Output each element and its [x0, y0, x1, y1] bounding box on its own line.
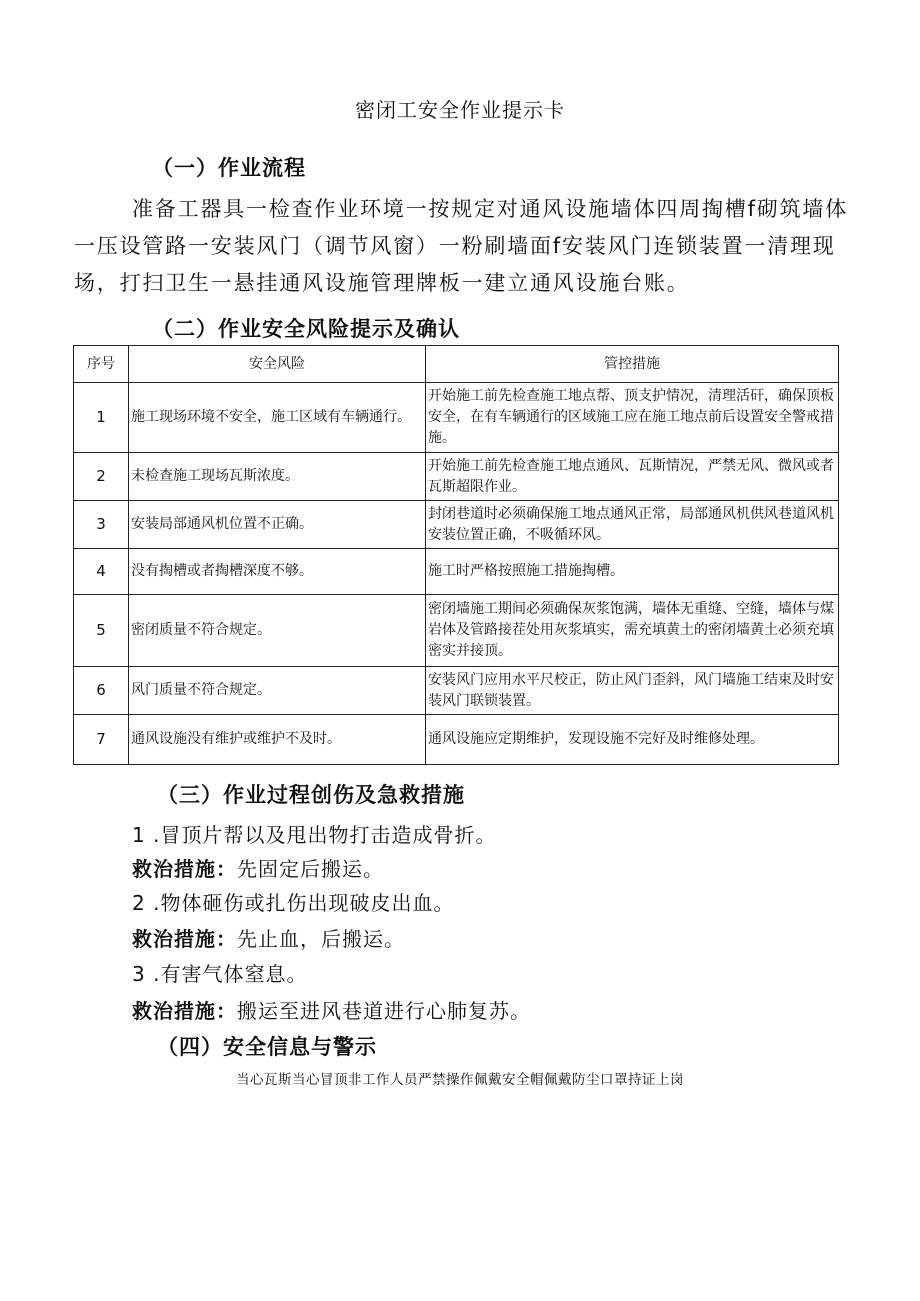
column-header-measure: 管控措施: [426, 346, 839, 383]
aid-2-text: 先止血，后搬运。: [237, 927, 405, 951]
row-number: 3: [74, 501, 129, 549]
table-row: [74, 501, 839, 549]
injury-1-text: 1 .冒顶片帮以及甩出物打击造成骨折。: [132, 823, 497, 847]
aid-label: 救治措施：: [132, 999, 237, 1023]
warning-text: 当心瓦斯当心冒顶非工作人员严禁操作佩戴安全帽佩戴防尘口罩持证上岗: [236, 1072, 684, 1088]
measure-cell: 通风设施应定期维护，发现设施不完好及时维修处理。: [426, 715, 839, 765]
measure-cell: 开始施工前先检查施工地点通风、瓦斯情况，严禁无风、微风或者瓦斯超限作业。: [426, 453, 839, 501]
column-header-risk: 安全风险: [129, 346, 426, 383]
table-header-row: [74, 346, 839, 383]
aid-label: 救治措施：: [132, 927, 237, 951]
table-row: [74, 595, 839, 667]
risk-cell: 没有掏槽或者掏槽深度不够。: [129, 549, 426, 595]
row-number: 6: [74, 667, 129, 715]
table-row: [74, 715, 839, 765]
measure-cell: 开始施工前先检查施工地点帮、顶支护情况，清理活矸，确保顶板安全，在有车辆通行的区域施工应在施工地点前后设置安全警戒措施。: [426, 383, 839, 453]
aid-label: 救治措施：: [132, 857, 237, 881]
measure-cell: 封闭巷道时必须确保施工地点通风正常，局部通风机供风巷道风机安装位置正确，不吸循环风。: [426, 501, 839, 549]
table-row: [74, 453, 839, 501]
aid-1-text: 先固定后搬运。: [237, 857, 384, 881]
row-number: 4: [74, 549, 129, 595]
workflow-text: 准备工器具一检查作业环境一按规定对通风设施墙体四周掏槽f砌筑墙体一压设管路一安装风门（调节风窗）一粉刷墙面f安装风门连锁装置一清理现场，打扫卫生一悬挂通风设施管理牌板一建立通风设施台账。: [74, 197, 848, 295]
risk-cell: 未检查施工现场瓦斯浓度。: [129, 453, 426, 501]
section-heading-workflow: （一）作业流程: [152, 156, 306, 180]
injury-3-text: 3 .有害气体窒息。: [132, 962, 308, 986]
risk-cell: 密闭质量不符合规定。: [129, 595, 426, 667]
table-row: [74, 549, 839, 595]
section-heading-first-aid: （三）作业过程创伤及急救措施: [157, 783, 465, 807]
measure-cell: 密闭墙施工期间必须确保灰浆饱满，墙体无重缝、空缝，墙体与煤岩体及管路接茬处用灰浆填实，需充填黄土的密闭墙黄土必须充填密实并接顶。: [426, 595, 839, 667]
risk-cell: 风门质量不符合规定。: [129, 667, 426, 715]
column-header-number: 序号: [74, 346, 129, 383]
section-heading-risks: （二）作业安全风险提示及确认: [152, 317, 460, 341]
page-title: 密闭工安全作业提示卡: [355, 98, 565, 122]
table-row: [74, 667, 839, 715]
measure-cell: 施工时严格按照施工措施掏槽。: [426, 549, 839, 595]
aid-3-text: 搬运至进风巷道进行心肺复苏。: [237, 999, 531, 1023]
row-number: 1: [74, 383, 129, 453]
risk-cell: 通风设施没有维护或维护不及时。: [129, 715, 426, 765]
row-number: 5: [74, 595, 129, 667]
risk-cell: 施工现场环境不安全，施工区域有车辆通行。: [129, 383, 426, 453]
aid-1-line: [132, 853, 384, 882]
measure-cell: 安装风门应用水平尺校正，防止风门歪斜，风门墙施工结束及时安装风门联锁装置。: [426, 667, 839, 715]
row-number: 2: [74, 453, 129, 501]
row-number: 7: [74, 715, 129, 765]
section-heading-warnings: （四）安全信息与警示: [157, 1035, 377, 1059]
table-row: [74, 383, 839, 453]
risk-cell: 安装局部通风机位置不正确。: [129, 501, 426, 549]
injury-2-text: 2 .物体砸伤或扎伤出现破皮出血。: [132, 891, 455, 915]
aid-2-line: [132, 923, 405, 952]
aid-3-line: [132, 995, 531, 1024]
risk-table: [73, 345, 839, 765]
